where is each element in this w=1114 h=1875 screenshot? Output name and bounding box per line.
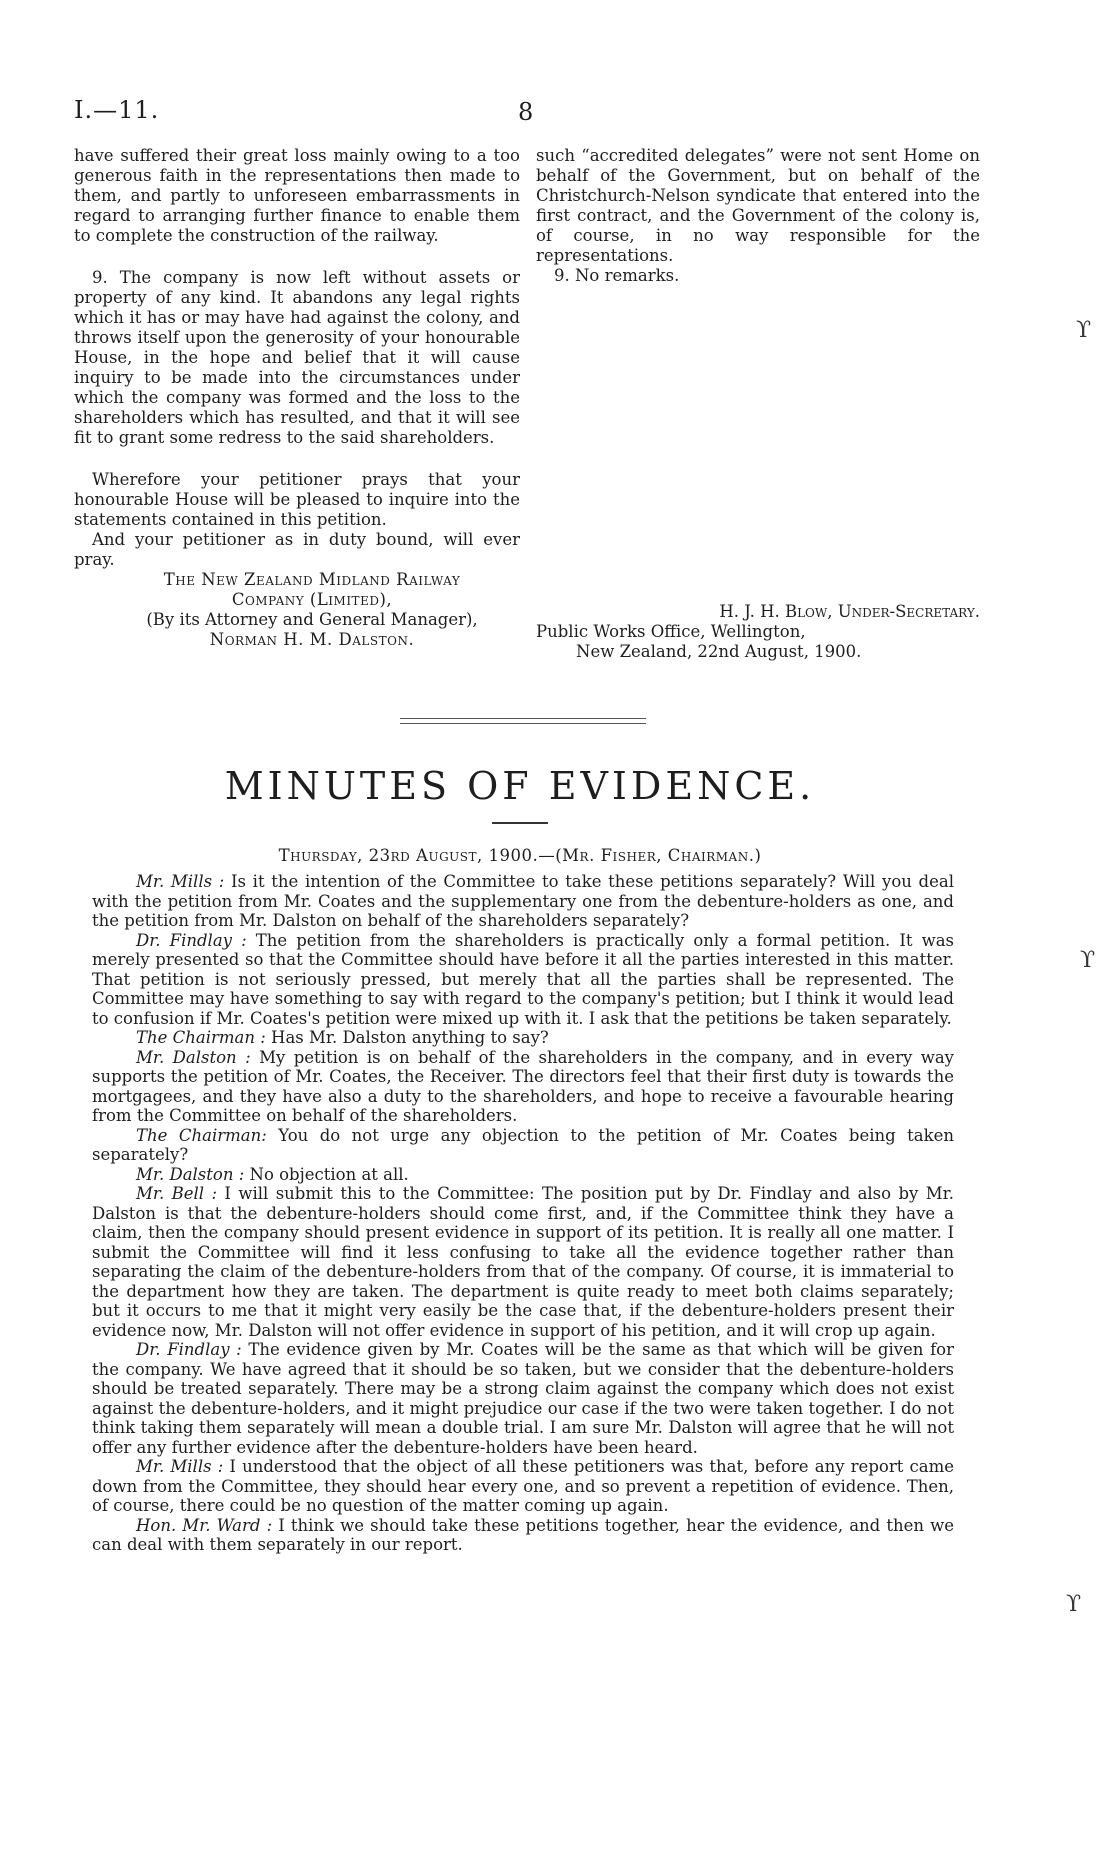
section-title: MINUTES OF EVIDENCE. — [224, 764, 816, 808]
testimony-paragraph — [92, 1028, 954, 1048]
right-paragraph-continued: such “accredited delegates” were not sent Home on behalf of the Government, but on behalf of the Christchurch-Nelson syndicate that entered into the first contract, and the Government of the colony is, of course, in no way responsible for the representations. — [536, 146, 980, 265]
testimony-paragraph — [92, 1340, 954, 1457]
speaker-name: Mr. Mills : — [136, 872, 225, 891]
prayer-paragraph: Wherefore your petitioner prays that your honourable House will be pleased to inquire into the statements contained in this petition. — [74, 470, 520, 529]
section-divider — [400, 718, 646, 724]
right-column — [536, 146, 980, 661]
testimony-paragraph — [92, 1048, 954, 1126]
margin-mark: ϒ — [1066, 1592, 1082, 1617]
duty-paragraph: And your petitioner as in duty bound, will ever pray. — [74, 530, 520, 569]
speaker-name: The Chairman: — [136, 1125, 267, 1145]
testimony-paragraph — [92, 1184, 954, 1340]
signature-line: Company (Limited), — [231, 590, 393, 609]
speaker-name: Mr. Dalston : — [136, 1164, 245, 1184]
speaker-name: Mr. Bell : — [136, 1184, 218, 1203]
testimony-text: I will submit this to the Committee: The position put by Dr. Findlay and also by Mr. Dalston is that the debenture-holders should come first, and, if the Committee think they have a claim, then the company should present evidence in support of its petition. It is really all one matter. I submit the Committee will find it less confusing to take all the evidence together rather than separating the claim of the debenture-holders from that of the company. Of course, it is immaterial to the department how they are taken. The department is quite ready to meet both claims separately; but it occurs to me that it might very easily be the case that, if the debenture-holders present their evidence now, Mr. Dalston will not offer evidence in support of his petition, and it will crop up again. — [92, 1184, 954, 1340]
testimony-paragraph — [92, 931, 954, 1029]
testimony-paragraph — [92, 872, 954, 931]
signature-line: The New Zealand Midland Railway — [163, 570, 461, 589]
testimony-text: The evidence given by Mr. Coates will be the same as that which will be given for the company. We have agreed that it should be so taken, but we consider that the debenture-holders should be treated separately. There may be a strong claim against the company which does not exist against the debenture-holders, and it might prejudice our case if the two were taken together. I do not think taking them separately will mean a double trial. I am sure Mr. Dalston will agree that he will not offer any further evidence after the debenture-holders have been heard. — [92, 1340, 954, 1457]
signature-line: Public Works Office, Wellington, — [536, 622, 806, 641]
session-dateline: Thursday, 23rd August, 1900.—(Mr. Fisher, Chairman.) — [278, 846, 762, 865]
signature-line: H. J. H. Blow, Under-Secretary. — [719, 602, 980, 621]
testimony-text: No objection at all. — [244, 1164, 409, 1184]
testimony-text: My petition is on behalf of the shareholders in the company, and in every way supports the petition of Mr. Coates, the Receiver. The directors feel that their first duty is towards the mortgagees, and they have also a duty to the shareholders, and hope to receive a favourable hearing from the Committee on behalf of the shareholders. — [92, 1047, 955, 1125]
speaker-name: Dr. Findlay : — [136, 930, 247, 950]
speaker-name: Hon. Mr. Ward : — [136, 1515, 273, 1535]
testimony-text: Is it the intention of the Committee to take these petitions separately? Will you deal with the petition from Mr. Coates and the supplementary one from the debenture-holders as one, and the petition from Mr. Dalston on behalf of the shareholders separately? — [92, 872, 954, 930]
testimony-text: I understood that the object of all these petitioners was that, before any report came down from the Committee, they should hear every one, and so prevent a repetition of evidence. Then, of course, there could be no question of the matter coming up again. — [92, 1457, 954, 1515]
left-paragraph-9: 9. The company is now left without assets or property of any kind. It abandons any legal rights which it has or may have had against the colony, and throws itself upon the generosity of your honourable House, in the hope and belief that it will cause inquiry to be made into the circumstances under which the company was formed and the loss to the shareholders which has resulted, and that it will see fit to grant some redress to the said shareholders. — [74, 268, 520, 447]
speaker-name: Mr. Mills : — [136, 1457, 224, 1476]
testimony-paragraph — [92, 1516, 954, 1555]
minutes-body — [92, 872, 954, 1555]
signature-line: New Zealand, 22nd August, 1900. — [576, 642, 862, 661]
page-number: 8 — [518, 98, 534, 126]
signature-line: (By its Attorney and General Manager), — [146, 610, 478, 629]
signature-line: Norman H. M. Dalston. — [209, 630, 415, 649]
testimony-paragraph — [92, 1126, 954, 1165]
testimony-text: I think we should take these petitions together, hear the evidence, and then we can deal with them separately in our report. — [92, 1515, 954, 1554]
petitioner-signature — [104, 570, 520, 650]
right-paragraph-9: 9. No remarks. — [554, 266, 680, 285]
speaker-name: Dr. Findlay : — [136, 1340, 242, 1359]
margin-mark: ϒ — [1080, 948, 1096, 973]
title-underline — [492, 822, 548, 824]
testimony-text: The petition from the shareholders is practically only a formal petition. It was merely presented so that the Committee should have before it all the parties interested in this matter. That petition is not seriously pressed, but merely that all the parties shall be represented. The Committee may have something to say with regard to the company's petition; but I think it would lead to confusion if Mr. Coates's petition were mixed up with it. I ask that the petitions be taken separately. — [92, 930, 955, 1028]
page-reference: I.—11. — [74, 96, 160, 124]
testimony-paragraph — [92, 1457, 954, 1516]
speaker-name: Mr. Dalston : — [136, 1047, 251, 1067]
left-column — [74, 146, 520, 650]
testimony-text: You do not urge any objection to the petition of Mr. Coates being taken separately? — [92, 1125, 954, 1164]
left-paragraph-continued: have suffered their great loss mainly owing to a too generous faith in the representations then made to them, and partly to unforeseen embarrassments in regard to arranging further finance to enable them to complete the construction of the railway. — [74, 146, 520, 245]
testimony-paragraph — [92, 1165, 954, 1185]
speaker-name: The Chairman : — [136, 1028, 266, 1047]
margin-mark: ϒ — [1076, 318, 1092, 343]
undersecretary-signature — [536, 602, 980, 662]
testimony-text: Has Mr. Dalston anything to say? — [265, 1028, 549, 1047]
